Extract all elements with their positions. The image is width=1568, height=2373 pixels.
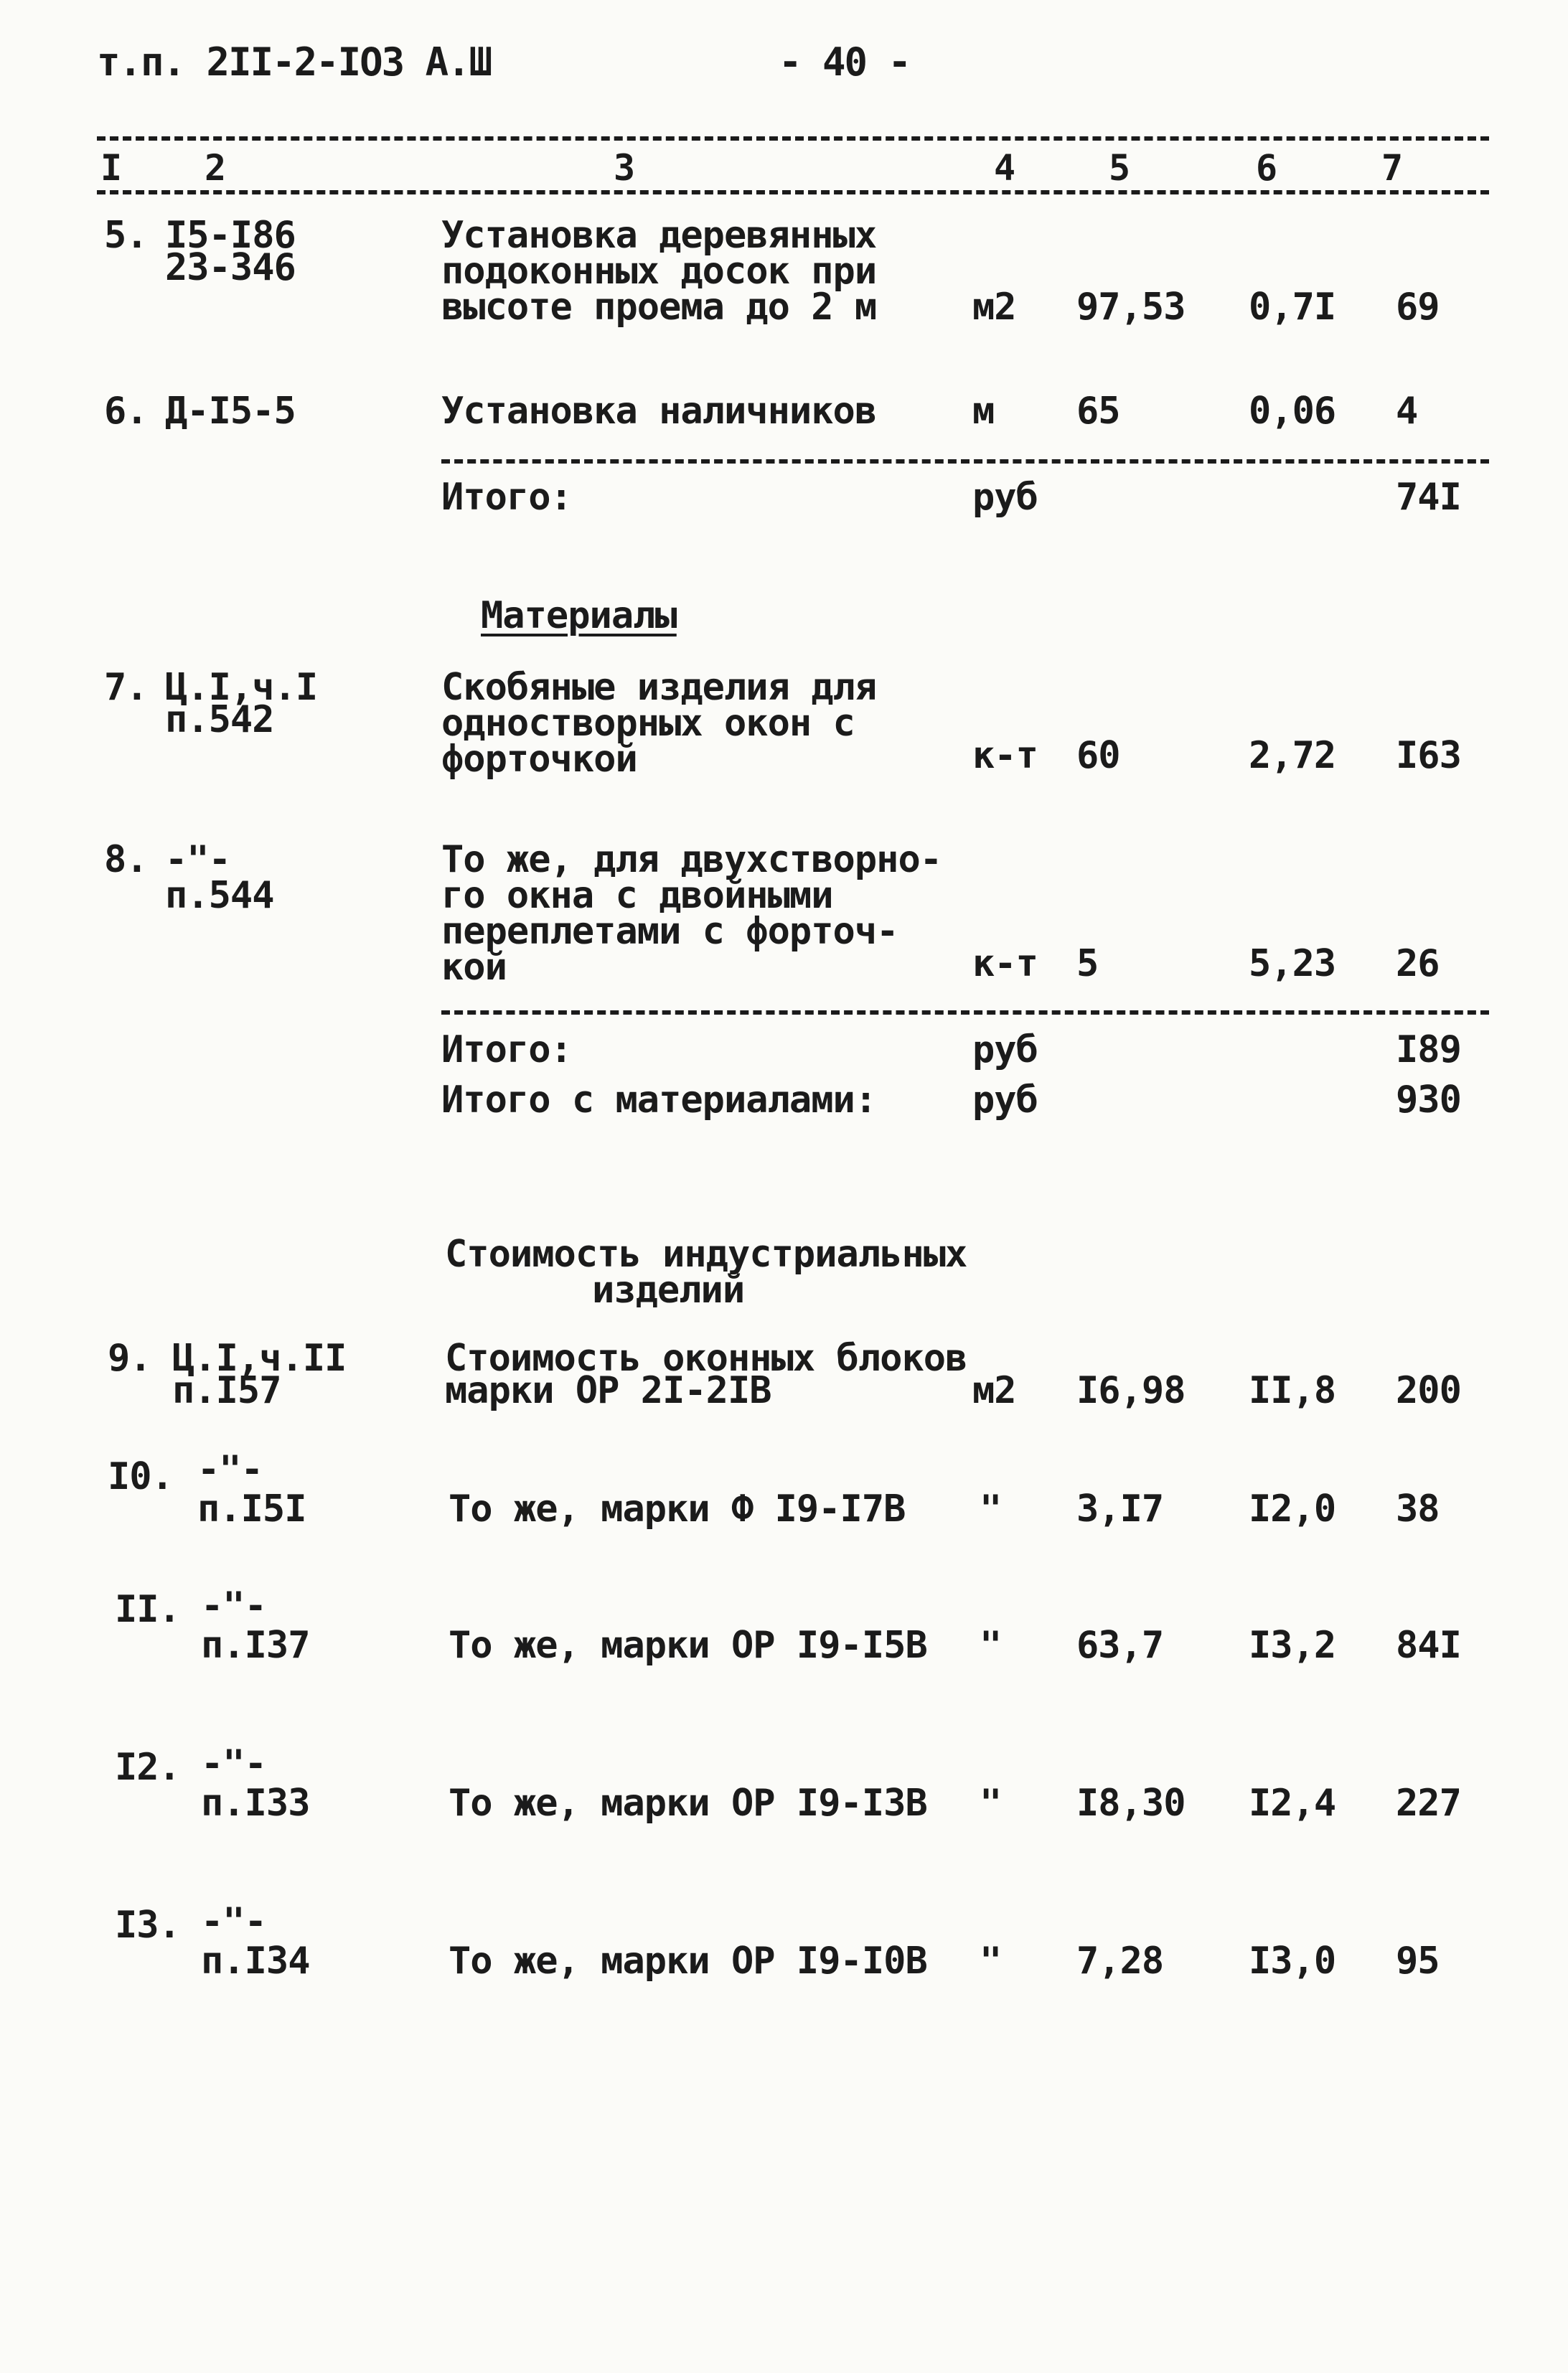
- table-top-rule: [97, 136, 1489, 141]
- row-number: 5.: [104, 214, 148, 257]
- row-unit: ": [980, 1624, 1002, 1667]
- row-code: I5-I86: [165, 214, 296, 257]
- row-total: 38: [1396, 1488, 1440, 1531]
- row-description: высоте проема до 2 м: [441, 286, 877, 329]
- row-quantity: 5: [1076, 942, 1099, 985]
- row-code: -"-: [165, 838, 230, 881]
- doc-reference: т.п. 2II-2-IO3 А.Ш: [97, 39, 492, 85]
- row-code: Ц.I,ч.II: [172, 1337, 347, 1380]
- row-code: Д-I5-5: [165, 390, 296, 433]
- row-unit: ": [980, 1940, 1002, 1983]
- row-description: То же, марки ОР I9-I5В: [449, 1624, 927, 1667]
- subtotal-label: Итого:: [441, 476, 572, 519]
- row-unit-price: 0,7I: [1249, 286, 1336, 329]
- row-unit: м2: [972, 286, 1016, 329]
- row-number: I0.: [108, 1455, 173, 1498]
- column-number: 3: [614, 147, 636, 189]
- row-unit: ": [980, 1488, 1002, 1531]
- row-total: 200: [1396, 1369, 1461, 1412]
- section-heading-industrial: изделий: [592, 1269, 745, 1312]
- row-description: кой: [441, 946, 507, 989]
- row-code: -"-: [201, 1742, 266, 1785]
- row-unit: к-т: [972, 942, 1038, 985]
- row-number: 8.: [104, 838, 148, 881]
- row-code: -"-: [201, 1900, 266, 1943]
- row-description: форточкой: [441, 738, 637, 781]
- row-number: II.: [115, 1588, 180, 1631]
- row-description: одностворных окон с: [441, 702, 855, 745]
- row-code: -"-: [201, 1584, 266, 1627]
- grand-total-label: Итого с материалами:: [441, 1079, 877, 1122]
- row-total: 84I: [1396, 1624, 1461, 1667]
- row-unit: ": [980, 1782, 1002, 1825]
- row-unit-price: I2,4: [1249, 1782, 1336, 1825]
- row-unit-price: 5,23: [1249, 942, 1336, 985]
- subtotal-total: I89: [1396, 1028, 1461, 1071]
- column-number: 7: [1381, 147, 1404, 189]
- row-unit: м: [972, 390, 995, 433]
- row-code: п.542: [165, 698, 274, 741]
- column-number: 6: [1256, 147, 1278, 189]
- row-description: Скобяные изделия для: [441, 666, 877, 709]
- row-description: Стоимость оконных блоков: [445, 1337, 967, 1380]
- row-unit-price: I3,0: [1249, 1940, 1336, 1983]
- row-quantity: 3,I7: [1076, 1488, 1164, 1531]
- row-description: Установка деревянных: [441, 214, 877, 257]
- row-description: подоконных досок при: [441, 250, 877, 293]
- row-description: То же, марки Ф I9-I7В: [449, 1488, 906, 1531]
- row-description: То же, марки ОР I9-I0В: [449, 1940, 927, 1983]
- row-total: 69: [1396, 286, 1440, 329]
- row-quantity: 97,53: [1076, 286, 1186, 329]
- row-quantity: 60: [1076, 734, 1120, 777]
- subtotal-rule: [441, 1010, 1489, 1015]
- row-total: 227: [1396, 1782, 1461, 1825]
- row-total: 95: [1396, 1940, 1440, 1983]
- row-unit-price: 2,72: [1249, 734, 1336, 777]
- section-heading-industrial: Стоимость индустриальных: [445, 1233, 967, 1276]
- row-number: 6.: [104, 390, 148, 433]
- section-heading-materials: Материалы: [481, 594, 677, 637]
- row-description: То же, марки ОР I9-I3В: [449, 1782, 927, 1825]
- row-quantity: I8,30: [1076, 1782, 1186, 1825]
- row-description: го окна с двойными: [441, 874, 833, 917]
- header-bottom-rule: [97, 190, 1489, 194]
- grand-total-total: 930: [1396, 1079, 1461, 1122]
- subtotal-unit: руб: [972, 476, 1038, 519]
- row-description: переплетами с форточ-: [441, 910, 898, 953]
- row-code: п.I34: [201, 1940, 310, 1983]
- column-number: I: [100, 147, 123, 189]
- subtotal-label: Итого:: [441, 1028, 572, 1071]
- subtotal-total: 74I: [1396, 476, 1461, 519]
- row-quantity: I6,98: [1076, 1369, 1186, 1412]
- row-number: 9.: [108, 1337, 151, 1380]
- row-code: п.I57: [172, 1369, 281, 1412]
- row-quantity: 63,7: [1076, 1624, 1164, 1667]
- row-unit: к-т: [972, 734, 1038, 777]
- row-unit: м2: [972, 1369, 1016, 1412]
- row-unit-price: 0,06: [1249, 390, 1336, 433]
- row-code: 23-346: [165, 246, 296, 289]
- row-code: п.I37: [201, 1624, 310, 1667]
- row-code: Ц.I,ч.I: [165, 666, 318, 709]
- row-number: I3.: [115, 1904, 180, 1947]
- grand-total-unit: руб: [972, 1079, 1038, 1122]
- row-code: -"-: [197, 1448, 263, 1491]
- row-total: 26: [1396, 942, 1440, 985]
- row-total: I63: [1396, 734, 1461, 777]
- row-unit-price: I2,0: [1249, 1488, 1336, 1531]
- column-number: 2: [205, 147, 227, 189]
- row-quantity: 65: [1076, 390, 1120, 433]
- row-unit-price: II,8: [1249, 1369, 1336, 1412]
- row-number: I2.: [115, 1746, 180, 1789]
- row-total: 4: [1396, 390, 1418, 433]
- subtotal-unit: руб: [972, 1028, 1038, 1071]
- row-description: марки ОР 2I-2IВ: [445, 1369, 771, 1412]
- column-number: 5: [1109, 147, 1131, 189]
- row-description: То же, для двухстворно-: [441, 838, 942, 881]
- row-quantity: 7,28: [1076, 1940, 1164, 1983]
- row-description: Установка наличников: [441, 390, 877, 433]
- page-number: - 40 -: [779, 39, 911, 85]
- column-number: 4: [994, 147, 1016, 189]
- row-code: п.I33: [201, 1782, 310, 1825]
- row-code: п.I5I: [197, 1488, 306, 1531]
- row-code: п.544: [165, 874, 274, 917]
- row-number: 7.: [104, 666, 148, 709]
- row-unit-price: I3,2: [1249, 1624, 1336, 1667]
- subtotal-rule: [441, 459, 1489, 464]
